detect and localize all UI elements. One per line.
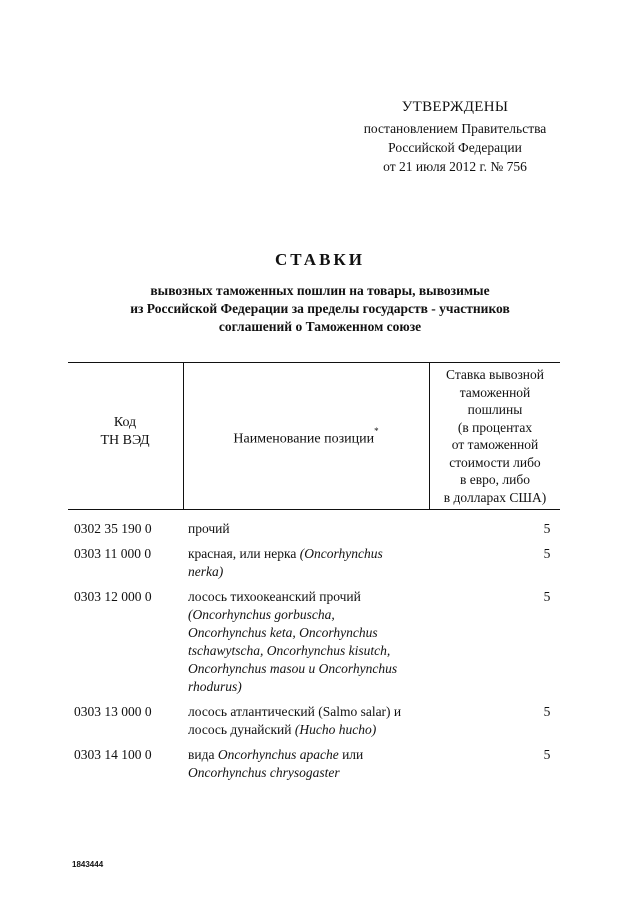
- header-name-text: Наименование позиции: [233, 431, 375, 447]
- header-code-line-2: ТН ВЭД: [100, 433, 150, 448]
- approval-heading: УТВЕРЖДЕНЫ: [401, 99, 509, 115]
- title-line-2: из Российской Федерации за пределы государств - участников: [130, 301, 510, 316]
- header-rate-line: стоимости либо: [449, 454, 541, 470]
- document-title: [60, 250, 580, 336]
- table-row: [0, 545, 640, 581]
- row-name-latin: tschawytscha, Oncorhynchus kisutch,: [188, 643, 391, 658]
- row-code: 0303 14 100 0: [74, 747, 152, 762]
- table-row: [0, 703, 640, 739]
- row-name: [188, 588, 424, 696]
- row-name: [188, 746, 424, 782]
- title-subtitle: [60, 282, 580, 336]
- row-name-text: лосось дунайский: [188, 722, 295, 737]
- row-code: 0303 11 000 0: [74, 546, 152, 561]
- row-name-text: лосось атлантический (Salmo salar) и: [188, 704, 402, 719]
- header-rate-line: в евро, либо: [460, 472, 530, 487]
- row-name-latin: Oncorhynchus keta, Oncorhynchus: [188, 625, 378, 640]
- approval-line-1: постановлением Правительства: [363, 121, 547, 136]
- row-name-latin: (Oncorhynchus gorbuscha,: [188, 607, 335, 622]
- table-body: [0, 520, 640, 789]
- title-line-1: вывозных таможенных пошлин на товары, вывозимые: [150, 283, 490, 298]
- row-rate: 5: [543, 521, 551, 536]
- title-main: СТАВКИ: [275, 250, 365, 269]
- row-name-latin: rhodurus): [188, 679, 242, 694]
- table-top-rule: [68, 362, 560, 363]
- row-name-latin: Oncorhynchus apache: [217, 747, 339, 762]
- row-name-text: вида: [188, 747, 218, 762]
- row-name-latin: Oncorhynchus masou и Oncorhynchus: [188, 661, 398, 676]
- row-rate: 5: [543, 589, 551, 604]
- row-rate: 5: [543, 546, 551, 561]
- row-code: 0302 35 190 0: [74, 521, 152, 536]
- header-rate-line: в долларах США): [443, 489, 547, 505]
- header-rate: [430, 366, 560, 506]
- row-name-text: или: [338, 747, 364, 762]
- row-code: 0303 12 000 0: [74, 589, 152, 604]
- row-name-latin: nerka): [188, 564, 224, 579]
- row-name-text: прочий: [188, 521, 230, 536]
- row-name-latin: Oncorhynchus chrysogaster: [188, 765, 340, 780]
- approval-line-2: Российской Федерации: [388, 140, 522, 155]
- row-name-latin: (Hucho hucho): [294, 722, 377, 737]
- header-name: [184, 425, 428, 449]
- title-line-3: соглашений о Таможенном союзе: [218, 319, 422, 334]
- table-row: [0, 520, 640, 538]
- table-row: [0, 746, 640, 782]
- row-name-text: красная, или нерка: [188, 546, 300, 561]
- header-rate-line: от таможенной: [451, 437, 539, 452]
- row-name-text: лосось тихоокеанский прочий: [188, 589, 361, 604]
- header-rate-line: Ставка вывозной: [446, 367, 544, 382]
- table-header-rule: [68, 509, 560, 510]
- row-name: [188, 520, 424, 538]
- header-code: [68, 414, 182, 450]
- approval-block: [340, 98, 570, 176]
- header-rate-line: пошлины: [467, 402, 523, 417]
- header-name-footnote-mark: *: [374, 426, 379, 436]
- approval-line-3: от 21 июля 2012 г. № 756: [383, 159, 527, 174]
- header-rate-line: (в процентах: [457, 419, 533, 435]
- row-name: [188, 545, 424, 581]
- document-number: 1843444: [72, 860, 104, 869]
- row-rate: 5: [543, 747, 551, 762]
- row-name: [188, 703, 424, 739]
- row-rate: 5: [543, 704, 551, 719]
- row-name-latin: (Oncorhynchus: [299, 546, 383, 561]
- row-code: 0303 13 000 0: [74, 704, 152, 719]
- header-rate-line: таможенной: [459, 384, 531, 400]
- table-row: [0, 588, 640, 696]
- header-code-line-1: Код: [113, 415, 137, 430]
